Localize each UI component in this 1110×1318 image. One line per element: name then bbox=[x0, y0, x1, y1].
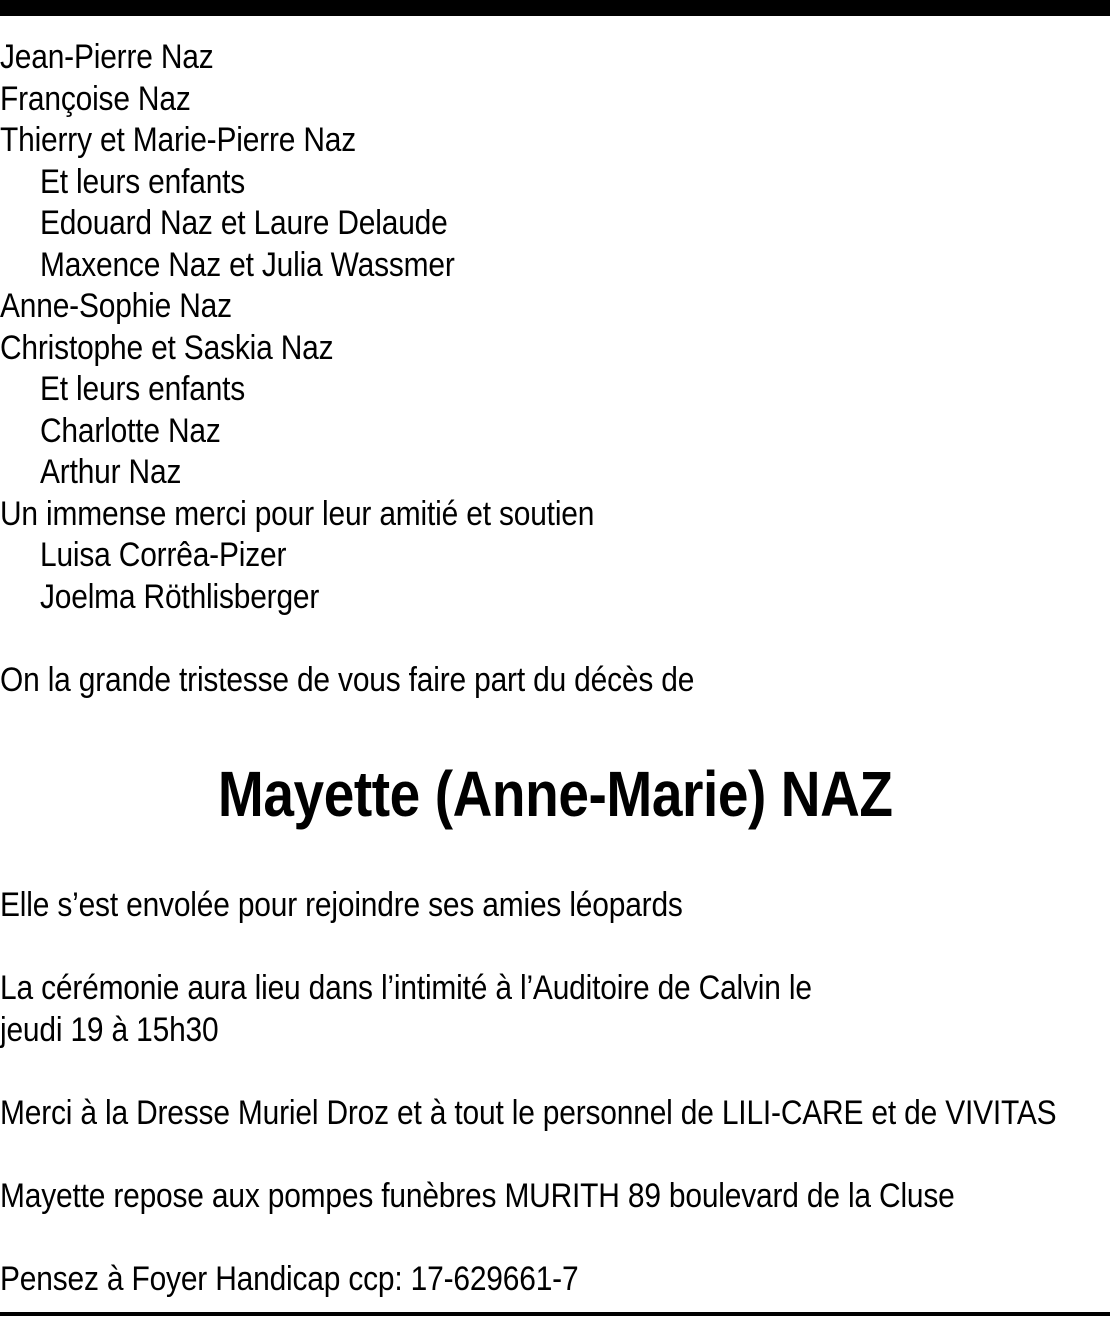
family-member-jean-pierre: Jean-Pierre Naz bbox=[0, 38, 214, 76]
thierry-child-maxence: Maxence Naz et Julia Wassmer bbox=[40, 246, 455, 284]
christophe-child-arthur: Arthur Naz bbox=[40, 453, 182, 491]
thierry-child-edouard: Edouard Naz et Laure Delaude bbox=[40, 204, 448, 242]
top-border bbox=[0, 0, 1110, 16]
christophe-child-charlotte: Charlotte Naz bbox=[40, 412, 221, 450]
family-member-anne-sophie: Anne-Sophie Naz bbox=[0, 287, 232, 325]
ceremony-text-line-1: La cérémonie aura lieu dans l’intimité à l’Auditoire de Calvin le bbox=[0, 969, 812, 1007]
donation-text: Pensez à Foyer Handicap ccp: 17-629661-7 bbox=[0, 1260, 579, 1298]
deceased-name-heading bbox=[0, 754, 1110, 834]
ceremony-text-line-2: jeudi 19 à 15h30 bbox=[0, 1011, 219, 1049]
thanks-person-luisa: Luisa Corrêa-Pizer bbox=[40, 536, 287, 574]
family-member-christophe: Christophe et Saskia Naz bbox=[0, 329, 334, 367]
bottom-border bbox=[0, 1312, 1110, 1316]
thanks-person-joelma: Joelma Röthlisberger bbox=[40, 578, 320, 616]
farewell-text: Elle s’est envolée pour rejoindre ses amies léopards bbox=[0, 886, 683, 924]
deceased-name-text: Mayette (Anne-Marie) NAZ bbox=[217, 758, 893, 830]
christophe-children-intro: Et leurs enfants bbox=[40, 370, 246, 408]
family-member-francoise: Françoise Naz bbox=[0, 80, 191, 118]
family-member-thierry: Thierry et Marie-Pierre Naz bbox=[0, 121, 357, 159]
staff-thanks-text: Merci à la Dresse Muriel Droz et à tout le personnel de LILI-CARE et de VIVITAS bbox=[0, 1094, 1057, 1132]
announcement-text: On la grande tristesse de vous faire part du décès de bbox=[0, 661, 695, 699]
thanks-intro: Un immense merci pour leur amitié et soutien bbox=[0, 495, 595, 533]
thierry-children-intro: Et leurs enfants bbox=[40, 163, 246, 201]
resting-place-text: Mayette repose aux pompes funèbres MURITH 89 boulevard de la Cluse bbox=[0, 1177, 955, 1215]
